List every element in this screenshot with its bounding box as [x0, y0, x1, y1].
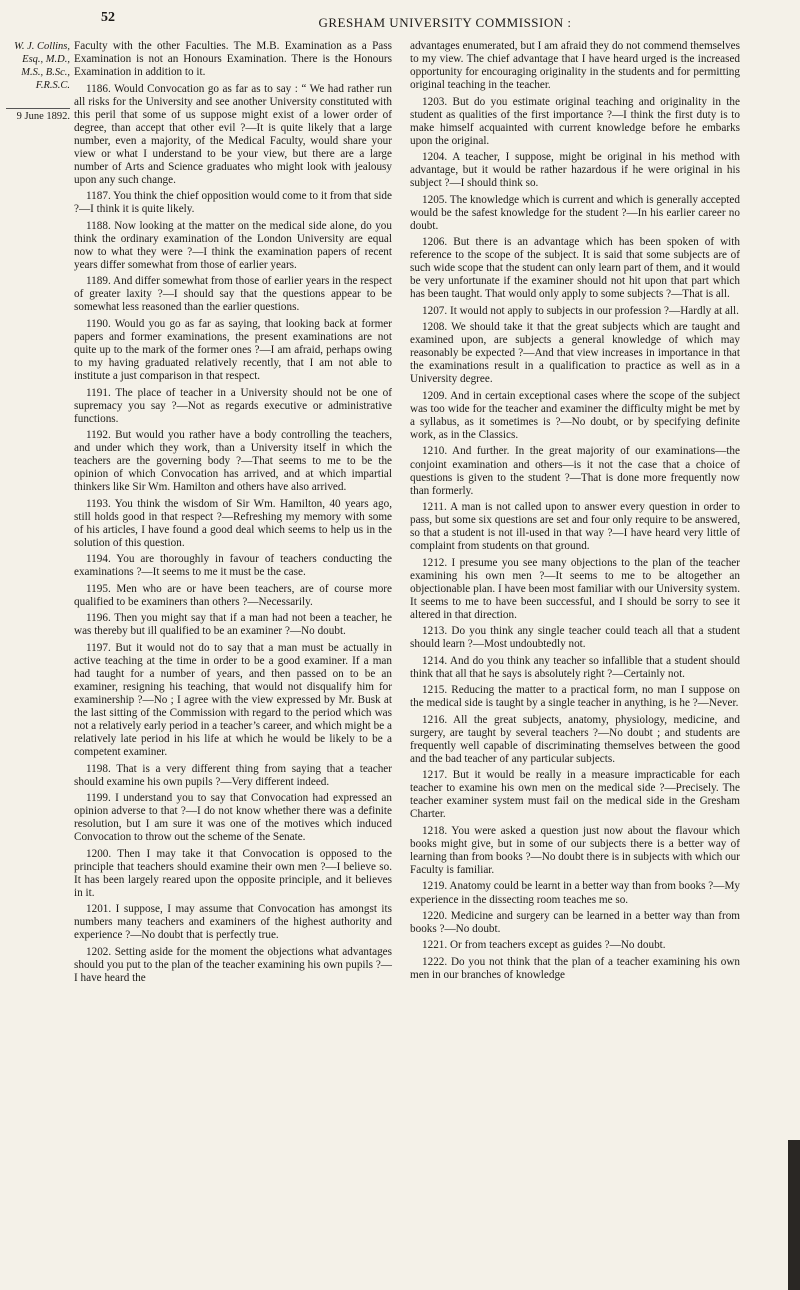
paragraph: 1205. The knowledge which is current and which is generally accepted would be the safest knowledge for the student ?—In his earlier career no doubt. — [410, 193, 740, 232]
paragraph: advantages enumerated, but I am afraid they do not commend themselves to my view. The chief advantage that I have heard urged is the increased opportunity for encouraging originality in the students and for permitting original teaching in the teacher. — [410, 40, 740, 92]
paragraph: 1188. Now looking at the matter on the medical side alone, do you think the ordinary examination of the London University are equal now to what they were ?—I think the examination papers of recent years differ somewhat from those of earlier years. — [74, 219, 392, 271]
paragraph: 1222. Do you not think that the plan of a teacher examining his own men in our branches of knowledge — [410, 955, 740, 981]
paragraph: 1204. A teacher, I suppose, might be original in his method with advantage, but it would be rather hazardous if he were original in his subject ?—I should think so. — [410, 151, 740, 190]
paragraph: 1190. Would you go as far as saying, that looking back at former papers and former examinations, the present examinations are not quite up to the mark of the former ones ?—I am afraid, perhaps owing to my having graduated relatively recently, that I am not able to institute a just comparison in that respect. — [74, 317, 392, 383]
paragraph: 1220. Medicine and surgery can be learned in a better way than from books ?—No doubt. — [410, 909, 740, 935]
page-edge-shadow — [788, 1140, 800, 1290]
paragraph: 1189. And differ somewhat from those of earlier years in the respect of greater laxity ?—I should say that the questions appear to be somewhat less reasoned than the earlier questions. — [74, 275, 392, 314]
paragraph: 1202. Setting aside for the moment the objections what advantages should you put to the plan of the teacher examining his own pupils ?—I have heard the — [74, 945, 392, 984]
paragraph: Faculty with the other Faculties. The M.B. Examination as a Pass Examination is not an Honours Examination. There is the Honours Examination in addition to it. — [74, 40, 392, 79]
paragraph: 1197. But it would not do to say that a man must be actually in active teaching at the time in order to be a good examiner. If a man had taught for a number of years, and then passed on to be an examiner, resigning his teaching, that would not disqualify him for examinership ?—No ; I agree with the view expressed by Mr. Busk at the last sitting of the Commission with regard to the period which was not a relatively early period in a teacher’s career, and which might be a relatively late period in his life at which he would be likely to be a competent examiner. — [74, 641, 392, 759]
paragraph: 1198. That is a very different thing from saying that a teacher should examine his own pupils ?—Very different indeed. — [74, 762, 392, 788]
paragraph: 1186. Would Convocation go as far as to say : “ We had rather run all risks for the University and see another University constituted with this peril that some of us suppose might exist of a lower order of degree, than accept that other evil ?—It is quite likely that a large number, even a majority, of the Medical Faculty, would share your view or what I understand to be your view, but there are a large number of Arts and Science graduates who might look with jealousy upon any such change. — [74, 82, 392, 186]
paragraph: 1208. We should take it that the great subjects which are taught and examined upon, are subjects a general knowledge of which may reasonably be expected ?—And that view increases in importance in that the examinations result in a qualification to practice as well as in a University degree. — [410, 321, 740, 386]
paragraph: 1211. A man is not called upon to answer every question in order to pass, but some six questions are set and four only require to be answered, so that a student is not ill-used in that way ?—I have heard very little of complaint from students on that ground. — [410, 501, 740, 553]
left-column — [74, 40, 392, 988]
paragraph: 1191. The place of teacher in a University should not be one of supremacy you say ?—Not as regards executive or administrative functions. — [74, 386, 392, 425]
paragraph: 1194. You are thoroughly in favour of teachers conducting the examinations ?—It seems to me it must be the case. — [74, 553, 392, 579]
paragraph: 1212. I presume you see many objections to the plan of the teacher examining his own men ?—It seems to me to be altogether an objectionable plan. I have been most familiar with our University system. It seems to me to have been successful, and I should be sorry to see it altered in that direction. — [410, 556, 740, 621]
running-head — [0, 15, 800, 31]
paragraph: 1209. And in certain exceptional cases where the scope of the subject was too wide for the teacher and examiner the difficulty might be met by a syllabus, as it sometimes is ?—No doubt, or by specifying definite work, as in the Classics. — [410, 389, 740, 442]
paragraph: 1214. And do you think any teacher so infallible that a student should think that all that he says is absolutely right ?—Certainly not. — [410, 654, 740, 680]
paragraph: 1207. It would not apply to subjects in our profession ?—Hardly at all. — [422, 304, 739, 317]
paragraph: 1221. Or from teachers except as guides ?—No doubt. — [422, 939, 666, 952]
paragraph: 1216. All the great subjects, anatomy, physiology, medicine, and surgery, are taught by several teachers ?—No doubt ; and students are frequently well capable of discriminating themselves between the good and the bad teacher of any particular subjects. — [410, 713, 740, 765]
paragraph: 1210. And further. In the great majority of our examinations—the conjoint examination and others—is it not the case that a choice of questions is given to the student ?—That is done more frequently now than formerly. — [410, 445, 740, 497]
paragraph: 1187. You think the chief opposition would come to it from that side ?—I think it is quite likely. — [74, 190, 392, 216]
witness-name: W. J. Collins, Esq., M.D., M.S., B.Sc., F.R.S.C. — [14, 41, 70, 91]
paragraph: 1213. Do you think any single teacher could teach all that a student should learn ?—Most undoubtedly not. — [410, 625, 740, 651]
running-title: GRESHAM UNIVERSITY COMMISSION : — [318, 15, 572, 30]
paragraph: 1201. I suppose, I may assume that Convocation has amongst its numbers many teachers and examiners of the highest authority and experience ?—No doubt that is perfectly true. — [74, 903, 392, 942]
paragraph: 1199. I understand you to say that Convocation had expressed an opinion adverse to that ?—I do not know whether there was a definite resolution, but I am sure it was one of the motives which induced Convocation to throw out the scheme of the Senate. — [74, 792, 392, 844]
paragraph: 1219. Anatomy could be learnt in a better way than from books ?—My experience in the dissecting room teaches me so. — [410, 880, 740, 906]
paragraph: 1203. But do you estimate original teaching and originality in the student as qualities of the first importance ?—I think the first duty is to make himself acquainted with current knowledge before he embarks upon the original. — [410, 95, 740, 147]
paragraph: 1195. Men who are or have been teachers, are of course more qualified to be examiners than others ?—Necessarily. — [74, 582, 392, 608]
paragraph: 1215. Reducing the matter to a practical form, no man I suppose on the medical side is taught by a single teacher in anything, is he ?—Never. — [410, 684, 740, 710]
paragraph: 1196. Then you might say that if a man had not been a teacher, he was thereby but ill qualified to be an examiner ?—No doubt. — [74, 612, 392, 638]
paragraph: 1192. But would you rather have a body controlling the teachers, and under which they work, than a University itself in which the teachers are the governing body ?—That seems to me to be the opinion of which Convocation has arrived, and at which impartial thinkers like Sir Wm. Hamilton and others have also arrived. — [74, 429, 392, 494]
paragraph: 1217. But it would be really in a measure impracticable for each teacher to examine his own men on the medical side ?—Precisely. The teacher examiner system must fail on the medical side in the Gresham Charter. — [410, 769, 740, 821]
right-column — [410, 40, 740, 985]
paragraph: 1206. But there is an advantage which has been spoken of with reference to the scope of the subject. It is said that some subjects are of such wide scope that the student can only learn part of them, and it would be very unfortunate if the examiner should not hit upon that part which has been taught. That would only apply to some subjects ?—That is all. — [410, 236, 740, 301]
page-number: 52 — [101, 10, 115, 25]
sitting-date: 9 June 1892. — [6, 108, 70, 122]
paragraph: 1193. You think the wisdom of Sir Wm. Hamilton, 40 years ago, still holds good in that respect ?—Refreshing my memory with some of his articles, I have found a good deal which seems to help us in the solution of this question. — [74, 497, 392, 549]
paragraph: 1218. You were asked a question just now about the flavour which books might give, but in some of our subjects there is a better way of learning than from books ?—No doubt there is in subjects with which our Faculty is familiar. — [410, 824, 740, 877]
paragraph: 1200. Then I may take it that Convocation is opposed to the principle that teachers should examine their own men ?—I believe so. It has been largely reared upon the opposite principle, and it believes in it. — [74, 847, 392, 899]
